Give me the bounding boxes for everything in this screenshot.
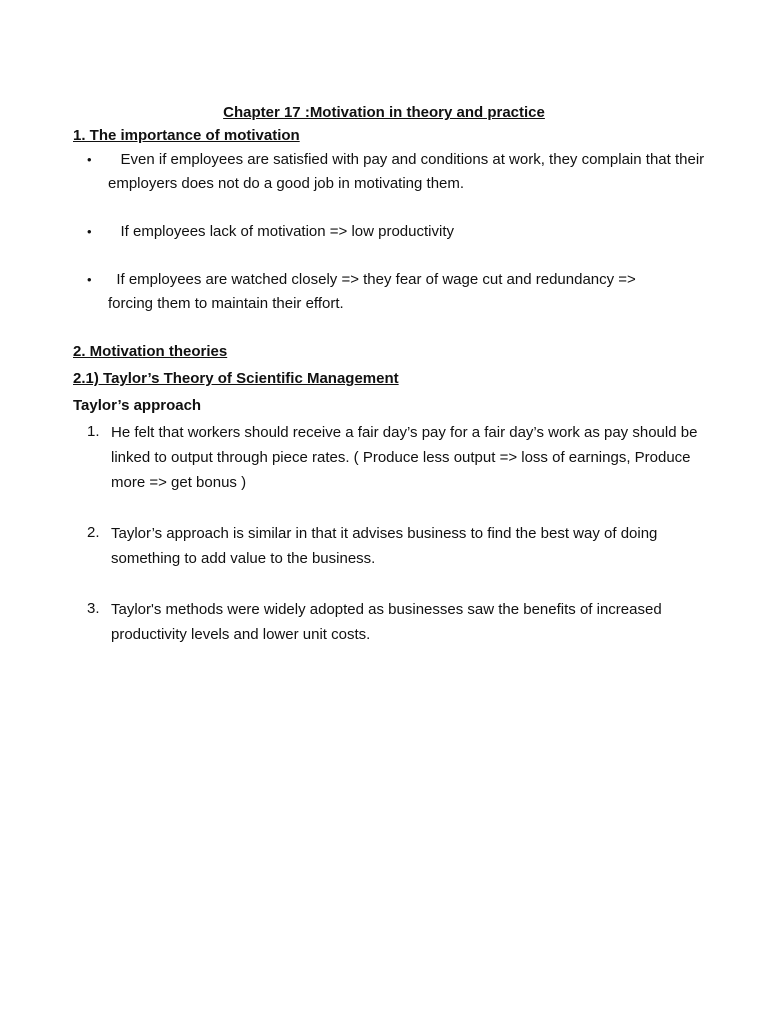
bullet-text-3: If employees are watched closely => they fear of wage cut and redundancy => forcing them to maintain their effort. [108,271,636,312]
subsection-heading-taylor: 2.1) Taylor’s Theory of Scientific Management [73,370,399,387]
page-title: Chapter 17 :Motivation in theory and practice [223,104,545,121]
bullet-marker: • [87,272,92,287]
list-number-3: 3. [87,600,100,617]
list-number-1: 1. [87,423,100,440]
bullet-marker: • [87,152,92,167]
list-number-2: 2. [87,524,100,541]
section-heading-theories: 2. Motivation theories [73,343,228,360]
bullet-text-2: If employees lack of motivation => low productivity [108,223,454,240]
list-item-text-3: Taylor's methods were widely adopted as businesses saw the benefits of increased productivity levels and lower unit costs. [111,601,662,643]
bullet-text-1: Even if employees are satisfied with pay and conditions at work, they complain that their employers does not do a good job in motivating them. [108,151,705,192]
approach-label: Taylor’s approach [73,397,202,414]
list-item-text-2: Taylor’s approach is similar in that it advises business to find the best way of doing something to add value to the business. [111,525,658,567]
section-heading-importance: 1. The importance of motivation [73,127,300,144]
bullet-marker: • [87,224,92,239]
list-item-text-1: He felt that workers should receive a fair day’s pay for a fair day’s work as pay should be linked to output through piece rates. ( Produce less output => loss of earnings, Produce more => get bonus ) [111,424,698,491]
